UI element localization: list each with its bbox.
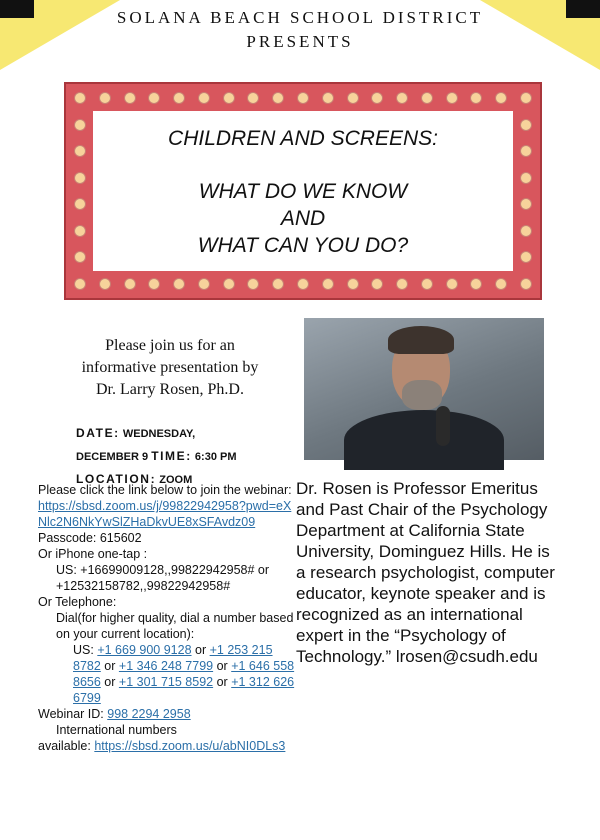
iphone-label: Or iPhone one-tap :: [38, 547, 148, 561]
phone-numbers: [38, 642, 298, 706]
phone-link-2[interactable]: +1 253 215 8782: [73, 643, 273, 673]
marquee-bulb-icon: [520, 119, 532, 131]
marquee-bulb-icon: [74, 278, 86, 290]
date-value: WEDNESDAY,: [122, 428, 196, 440]
marquee-bulb-icon: [148, 92, 160, 104]
marquee-bulb-icon: [396, 278, 408, 290]
or-2: or: [104, 659, 116, 673]
zoom-join-link[interactable]: https://sbsd.zoom.us/j/99822942958?pwd=eXNlc2N6NkYwSlZHaDkvUE8xSFAvdz09: [38, 499, 292, 529]
marquee-panel: [93, 111, 513, 271]
marquee-bulb-icon: [74, 145, 86, 157]
marquee-bulb-icon: [74, 198, 86, 210]
presents-label: PRESENTS: [246, 32, 354, 51]
marquee-bulb-icon: [198, 278, 210, 290]
marquee-bulb-icon: [520, 251, 532, 263]
marquee-bulb-icon: [74, 92, 86, 104]
marquee-bulb-icon: [421, 278, 433, 290]
event-subtitle-line2: AND: [280, 207, 326, 230]
or-4: or: [104, 675, 116, 689]
marquee-bulb-icon: [124, 278, 136, 290]
zoom-info: [38, 482, 298, 754]
phone-link-4[interactable]: +1 646 558 8656: [73, 659, 295, 689]
marquee-bulb-icon: [446, 278, 458, 290]
or-3: or: [216, 659, 228, 673]
event-subtitle-line1: WHAT DO WE KNOW: [198, 180, 408, 203]
marquee-bulb-icon: [198, 92, 210, 104]
time-value: 6:30 PM: [194, 451, 237, 463]
time-label: TIME:: [151, 449, 192, 463]
phone-link-5[interactable]: +1 301 715 8592: [118, 675, 214, 689]
photo-hair: [388, 326, 454, 354]
telephone-label: Or Telephone:: [38, 595, 117, 609]
marquee-bulb-icon: [520, 145, 532, 157]
marquee-sign: [64, 82, 542, 300]
marquee-bulb-icon: [272, 278, 284, 290]
iphone-numbers: US: +16699009128,,99822942958# or +12532158782,,99822942958#: [56, 563, 270, 593]
marquee-bulb-icon: [297, 92, 309, 104]
marquee-bulb-icon: [470, 278, 482, 290]
marquee-bulb-icon: [74, 119, 86, 131]
microphone-icon: [436, 406, 450, 446]
photo-body: [344, 410, 504, 470]
marquee-bulb-icon: [322, 278, 334, 290]
marquee-bulb-icon: [124, 92, 136, 104]
marquee-bulb-icon: [421, 92, 433, 104]
marquee-bulb-icon: [520, 278, 532, 290]
marquee-bulb-icon: [371, 278, 383, 290]
district-name: SOLANA BEACH SCHOOL DISTRICT: [116, 8, 484, 27]
marquee-bulb-icon: [446, 92, 458, 104]
event-title: CHILDREN AND SCREENS:: [168, 127, 438, 150]
marquee-bulb-icon: [347, 92, 359, 104]
marquee-bulb-icon: [99, 92, 111, 104]
invite-line2: informative presentation by: [81, 359, 259, 376]
marquee-bulb-icon: [520, 225, 532, 237]
photo-beard: [402, 380, 442, 410]
event-details: [76, 422, 306, 491]
event-subtitle-line3: WHAT CAN YOU DO?: [197, 234, 409, 257]
zoom-intro: Please click the link below to join the webinar:: [38, 483, 292, 497]
date-value-2: DECEMBER 9: [76, 451, 149, 463]
header: [0, 6, 600, 54]
international-numbers-link[interactable]: https://sbsd.zoom.us/u/abNI0DLs3: [94, 739, 286, 753]
invitation-text: [50, 335, 290, 401]
marquee-bulb-icon: [495, 92, 507, 104]
marquee-bulb-icon: [74, 172, 86, 184]
us-label: US:: [73, 643, 94, 657]
marquee-bulb-icon: [247, 278, 259, 290]
or-5: or: [216, 675, 228, 689]
marquee-bulb-icon: [520, 92, 532, 104]
speaker-photo: [304, 318, 544, 460]
location-value: ZOOM: [159, 474, 193, 486]
marquee-bulb-icon: [520, 172, 532, 184]
marquee-bulb-icon: [297, 278, 309, 290]
date-label: DATE:: [76, 426, 120, 440]
or-1: or: [195, 643, 207, 657]
phone-link-1[interactable]: +1 669 900 9128: [97, 643, 192, 657]
invite-line1: Please join us for an: [105, 337, 235, 354]
marquee-bulb-icon: [520, 198, 532, 210]
marquee-bulb-icon: [272, 92, 284, 104]
marquee-bulb-icon: [173, 92, 185, 104]
location-label: LOCATION:: [76, 472, 157, 486]
dial-instructions: Dial(for higher quality, dial a number based on your current location):: [56, 611, 294, 641]
marquee-bulb-icon: [396, 92, 408, 104]
marquee-bulb-icon: [371, 92, 383, 104]
marquee-bulb-icon: [99, 278, 111, 290]
passcode: Passcode: 615602: [38, 531, 142, 545]
available-label: available:: [38, 739, 91, 753]
speaker-bio: Dr. Rosen is Professor Emeritus and Past Chair of the Psychology Department at California State University, Dominguez Hills. He is a research psychologist, computer educator, keynote speaker and is recognized as an international expert in the “Psychology of Technology.” lrosen@csudh.edu: [296, 479, 555, 666]
phone-link-6[interactable]: +1 312 626 6799: [73, 675, 295, 705]
international-label: International numbers: [56, 723, 177, 737]
phone-link-3[interactable]: +1 346 248 7799: [118, 659, 214, 673]
marquee-bulb-icon: [74, 251, 86, 263]
marquee-bulb-icon: [223, 278, 235, 290]
speaker-name: Dr. Larry Rosen, Ph.D.: [96, 381, 244, 398]
marquee-bulb-icon: [148, 278, 160, 290]
marquee-bulb-icon: [247, 92, 259, 104]
marquee-bulb-icon: [347, 278, 359, 290]
marquee-bulb-icon: [322, 92, 334, 104]
webinar-id-link[interactable]: 998 2294 2958: [107, 707, 191, 721]
marquee-bulb-icon: [223, 92, 235, 104]
marquee-bulb-icon: [470, 92, 482, 104]
marquee-bulb-icon: [173, 278, 185, 290]
webinar-id-label: Webinar ID:: [38, 707, 104, 721]
marquee-bulb-icon: [74, 225, 86, 237]
marquee-bulb-icon: [495, 278, 507, 290]
